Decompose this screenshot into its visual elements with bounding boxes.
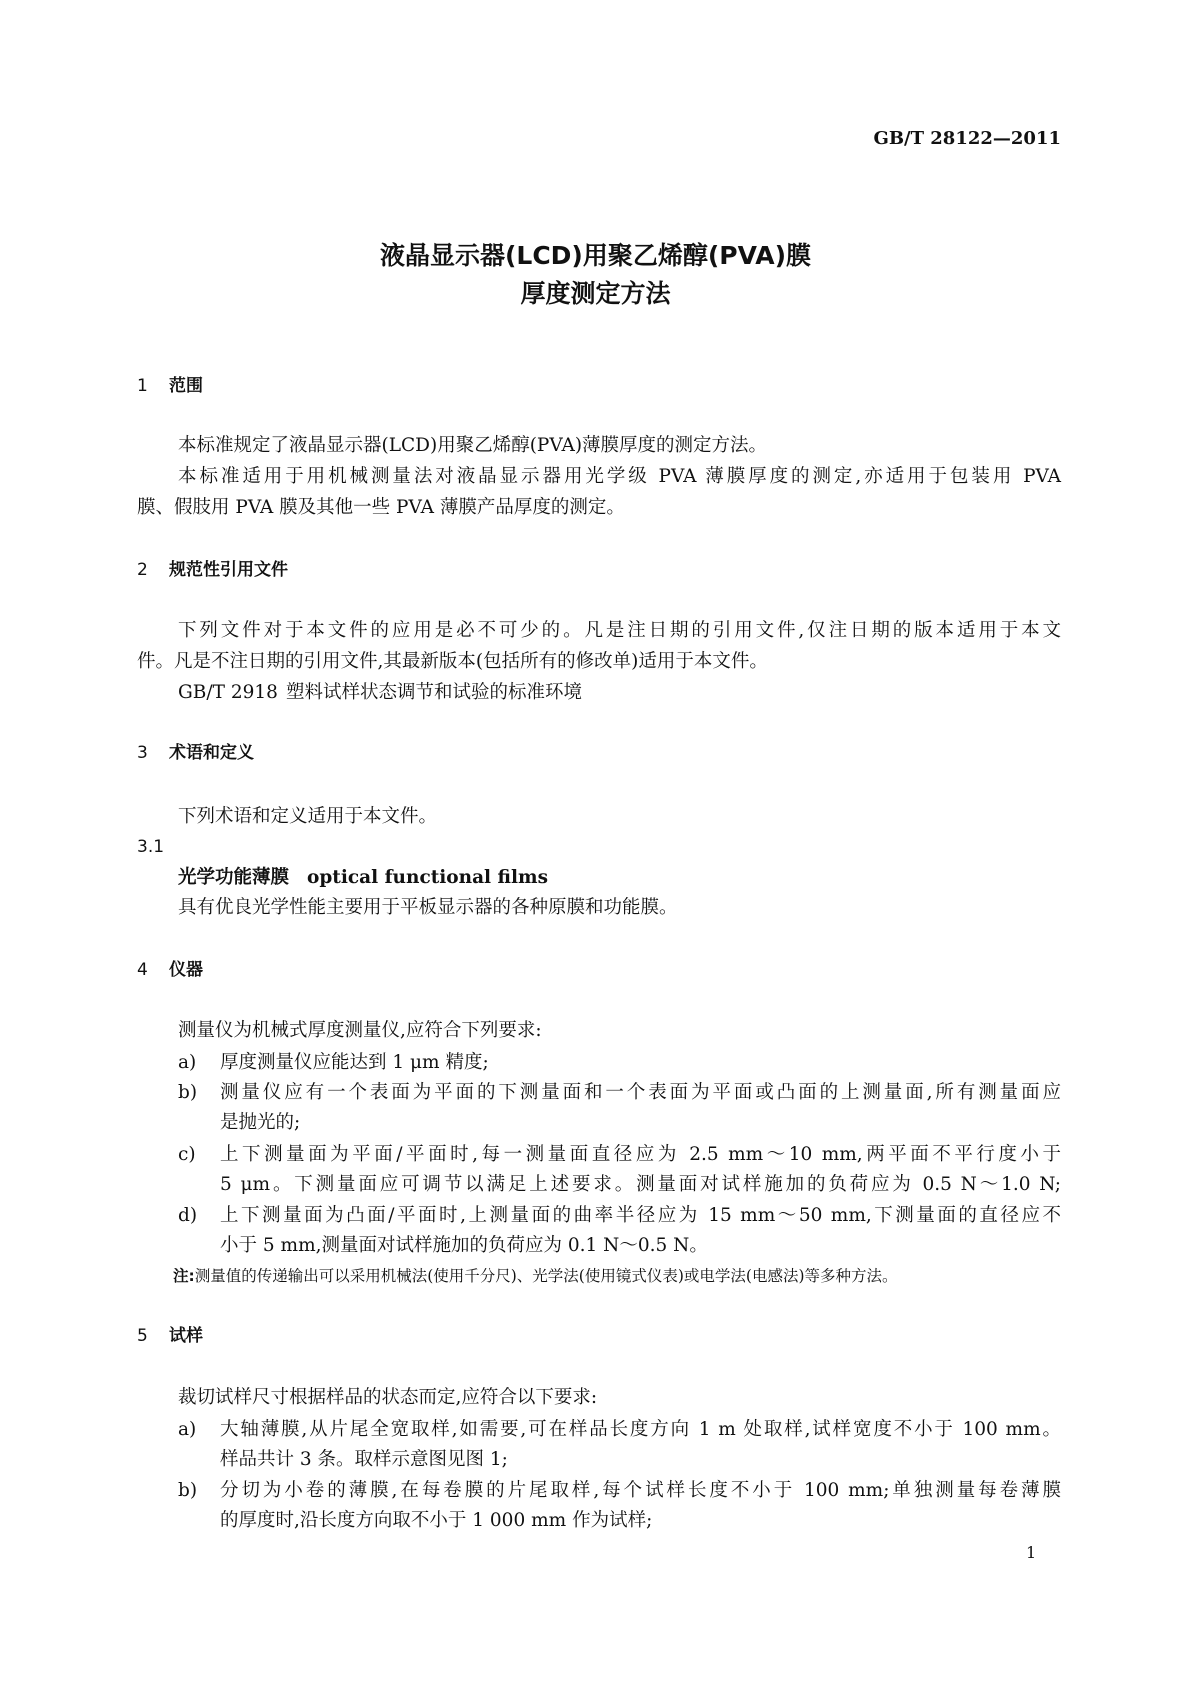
section-heading-specimens [137,1324,203,1348]
list-text: 厚度测量仪应能达到 1 μm 精度; [220,1052,489,1073]
list-item [178,1051,489,1075]
section-number: 4 [137,960,148,980]
note [173,1264,898,1288]
section-heading-apparatus [137,958,203,982]
standard-number: GB/T 28122—2011 [873,128,1061,149]
list-text: 的厚度时,沿长度方向取不小于 1 000 mm 作为试样; [220,1510,653,1531]
reference-title: 塑料试样状态调节和试验的标准环境 [286,682,583,703]
page-number: 1 [1026,1543,1037,1562]
term-definition: 具有优良光学性能主要用于平板显示器的各种原膜和功能膜。 [178,897,678,918]
section-title: 试样 [169,1326,203,1346]
list-text: 测量仪应有一个表面为平面的下测量面和一个表面为平面或凸面的上测量面,所有测量面应 [220,1082,1061,1103]
note-label: 注: [173,1267,195,1285]
term-english: optical functional films [307,867,548,888]
document-title-line1: 液晶显示器(LCD)用聚乙烯醇(PVA)膜 [379,241,812,270]
reference-item [178,681,582,705]
list-text: 小于 5 mm,测量面对试样施加的负荷应为 0.1 N～0.5 N。 [220,1235,708,1256]
section-heading-terms [137,741,254,765]
document-title-line2: 厚度测定方法 [520,279,671,308]
list-label: a) [178,1052,197,1073]
paragraph: 裁切试样尺寸根据样品的状态而定,应符合以下要求: [178,1387,598,1408]
list-text: 大轴薄膜,从片尾全宽取样,如需要,可在样品长度方向 1 m 处取样,试样宽度不小于 100 mm。 [220,1419,1061,1440]
list-label: a) [178,1419,197,1440]
paragraph: 测量仪为机械式厚度测量仪,应符合下列要求: [178,1020,542,1041]
list-label: d) [178,1205,198,1226]
list-text: 分切为小卷的薄膜,在每卷膜的片尾取样,每个试样长度不小于 100 mm;单独测量每卷薄膜 [220,1480,1061,1501]
paragraph: 下列术语和定义适用于本文件。 [178,806,438,827]
reference-code: GB/T 2918 [178,682,278,703]
list-text: 上下测量面为凸面/平面时,上测量面的曲率半径应为 15 mm～50 mm,下测量面的直径应不 [220,1205,1061,1226]
section-heading-scope [137,374,203,398]
term-number: 3.1 [137,837,165,857]
list-text: 是抛光的; [220,1112,301,1133]
list-text: 样品共计 3 条。取样示意图见图 1; [220,1449,508,1470]
section-number: 3 [137,743,148,763]
paragraph: 下列文件对于本文件的应用是必不可少的。凡是注日期的引用文件,仅注日期的版本适用于本文 [178,620,1061,641]
paragraph: 膜、假肢用 PVA 膜及其他一些 PVA 薄膜产品厚度的测定。 [137,497,625,518]
list-text: 5 μm。下测量面应可调节以满足上述要求。测量面对试样施加的负荷应为 0.5 N～1.0 N; [220,1174,1061,1195]
section-heading-normative-references [137,558,288,582]
note-text: 测量值的传递输出可以采用机械法(使用千分尺)、光学法(使用镜式仪表)或电学法(电感法)等多种方法。 [194,1267,898,1285]
section-number: 5 [137,1326,148,1346]
section-title: 术语和定义 [169,743,254,763]
section-title: 规范性引用文件 [169,560,288,580]
paragraph: 本标准规定了液晶显示器(LCD)用聚乙烯醇(PVA)薄膜厚度的测定方法。 [178,435,768,456]
term-chinese: 光学功能薄膜 [178,867,290,888]
paragraph: 件。凡是不注日期的引用文件,其最新版本(包括所有的修改单)适用于本文件。 [137,651,768,672]
section-number: 2 [137,560,148,580]
paragraph: 本标准适用于用机械测量法对液晶显示器用光学级 PVA 薄膜厚度的测定,亦适用于包装用 PVA [178,466,1061,487]
section-title: 仪器 [169,960,203,980]
term-heading [178,866,548,890]
list-label: b) [178,1082,198,1103]
section-number: 1 [137,376,148,396]
list-text: 上下测量面为平面/平面时,每一测量面直径应为 2.5 mm～10 mm,两平面不平行度小于 [220,1144,1061,1165]
list-label: c) [178,1144,196,1165]
section-title: 范围 [169,376,203,396]
list-label: b) [178,1480,198,1501]
